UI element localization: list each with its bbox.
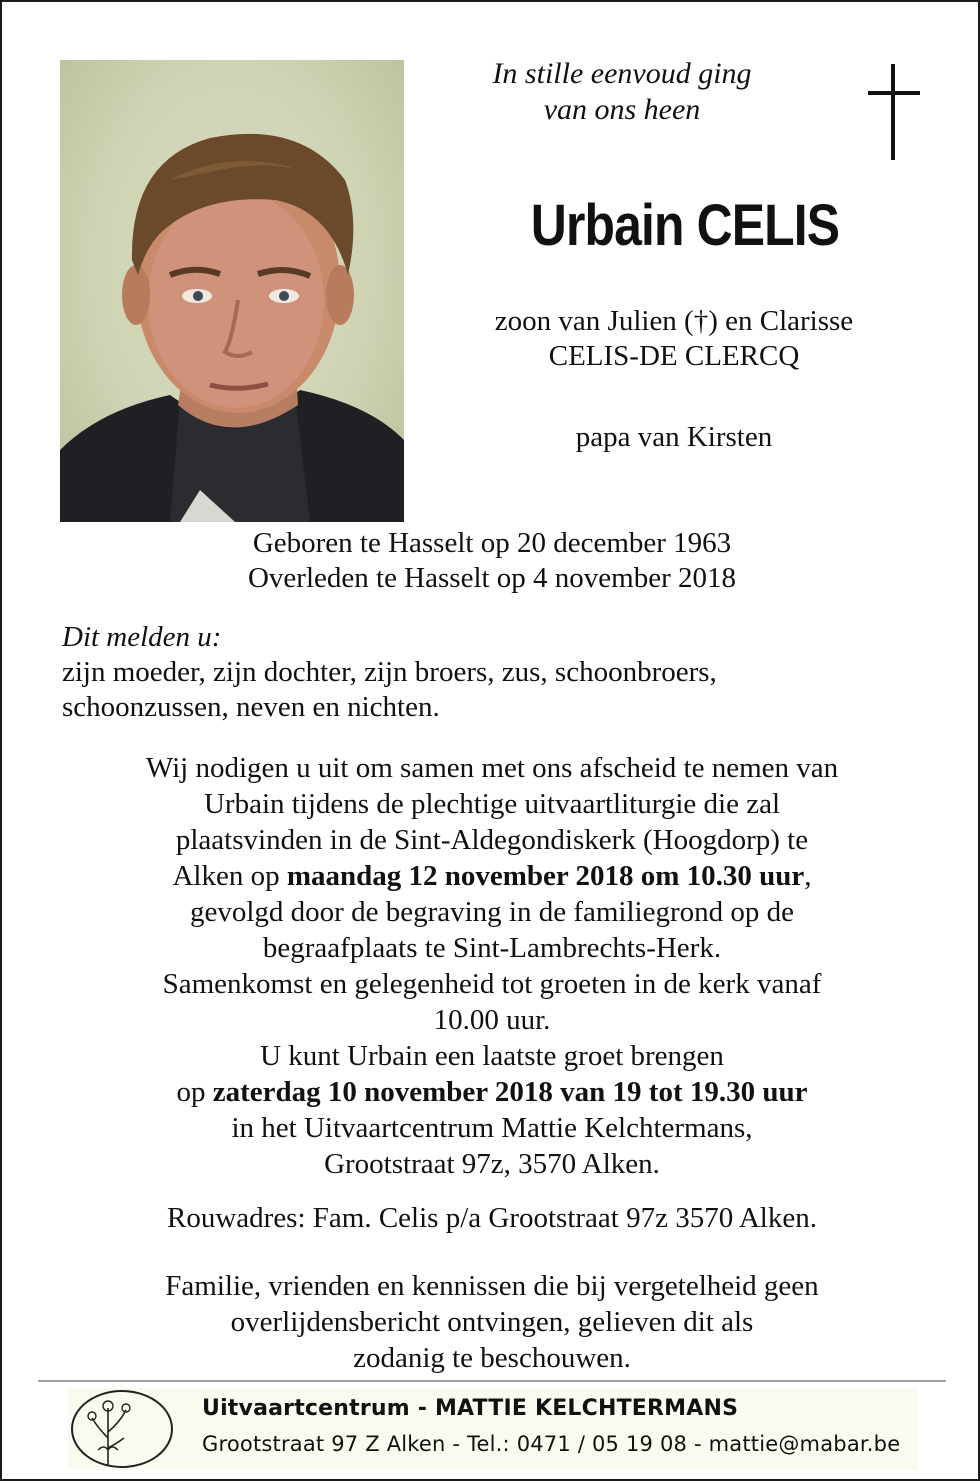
funeral-invitation [42, 750, 942, 1182]
invitation-line-12: Grootstraat 97z, 3570 Alken. [324, 1148, 660, 1180]
family-relations [432, 304, 916, 455]
child-line: papa van Kirsten [575, 421, 773, 453]
invitation-line-9: U kunt Urbain een laatste groet brengen [260, 1040, 724, 1072]
cross-icon [864, 64, 924, 160]
funeral-home-contact: Grootstraat 97 Z Alken - Tel.: 0471 / 05 19 08 - mattie@mabar.be [202, 1432, 901, 1456]
invitation-line-10-pre: op [176, 1076, 213, 1108]
omission-notice [42, 1268, 942, 1376]
parents-line-1: zoon van Julien (†) en Clarisse [494, 305, 854, 337]
invitation-line-3: plaatsvinden in de Sint-Aldegondiskerk (Hoogdorp) te [175, 824, 809, 856]
invitation-line-11: in het Uitvaartcentrum Mattie Kelchtermans, [231, 1112, 753, 1144]
viewing-datetime: zaterdag 10 november 2018 van 19 tot 19.30 uur [212, 1076, 808, 1108]
notice-line-3: zodanig te beschouwen. [353, 1342, 631, 1374]
funeral-datetime: maandag 12 november 2018 om 10.30 uur [286, 860, 805, 892]
birth-date: Geboren te Hasselt op 20 december 1963 [252, 527, 732, 559]
life-dates [62, 526, 922, 596]
invitation-line-2: Urbain tijdens de plechtige uitvaartliturgie die zal [203, 788, 781, 820]
invitation-line-8: 10.00 uur. [433, 1004, 551, 1036]
funeral-home-name: Uitvaartcentrum - MATTIE KELCHTERMANS [202, 1396, 739, 1421]
portrait-photo [60, 60, 404, 522]
invitation-line-4-post: , [804, 860, 812, 892]
invitation-line-10 [42, 1074, 942, 1110]
intro-line-2: van ons heen [543, 93, 701, 126]
notice-line-2: overlijdensbericht ontvingen, gelieven dit als [230, 1306, 754, 1338]
footer-divider [38, 1380, 946, 1382]
funeral-home-footer [68, 1388, 918, 1470]
invitation-line-6: begraafplaats te Sint-Lambrechts-Herk. [262, 932, 722, 964]
deceased-name: Urbain CELIS [530, 193, 840, 258]
invitation-line-4-pre: Alken op [172, 860, 287, 892]
invitation-line-7: Samenkomst en gelegenheid tot groeten in de kerk vanaf [162, 968, 822, 1000]
mourning-address: Rouwadres: Fam. Celis p/a Grootstraat 97z 3570 Alken. [167, 1202, 817, 1234]
parents-line-2: CELIS-DE CLERCQ [548, 340, 800, 372]
invitation-line-4 [42, 858, 942, 894]
announcement-intro: Dit melden u: [62, 621, 222, 653]
portrait-illustration [60, 60, 404, 522]
intro-line-1: In stille eenvoud ging [492, 57, 752, 90]
intro-text [442, 56, 802, 128]
invitation-line-5: gevolgd door de begraving in de familiegrond op de [189, 896, 794, 928]
announcement [62, 620, 922, 725]
notice-line-1: Familie, vrienden en kennissen die bij vergetelheid geen [165, 1270, 819, 1302]
announcement-line-1: zijn moeder, zijn dochter, zijn broers, zus, schoonbroers, [62, 656, 717, 688]
death-date: Overleden te Hasselt op 4 november 2018 [247, 562, 737, 594]
announcement-line-2: schoonzussen, neven en nichten. [62, 691, 440, 723]
flower-logo-icon [68, 1388, 176, 1470]
invitation-line-1: Wij nodigen u uit om samen met ons afscheid te nemen van [145, 752, 839, 784]
